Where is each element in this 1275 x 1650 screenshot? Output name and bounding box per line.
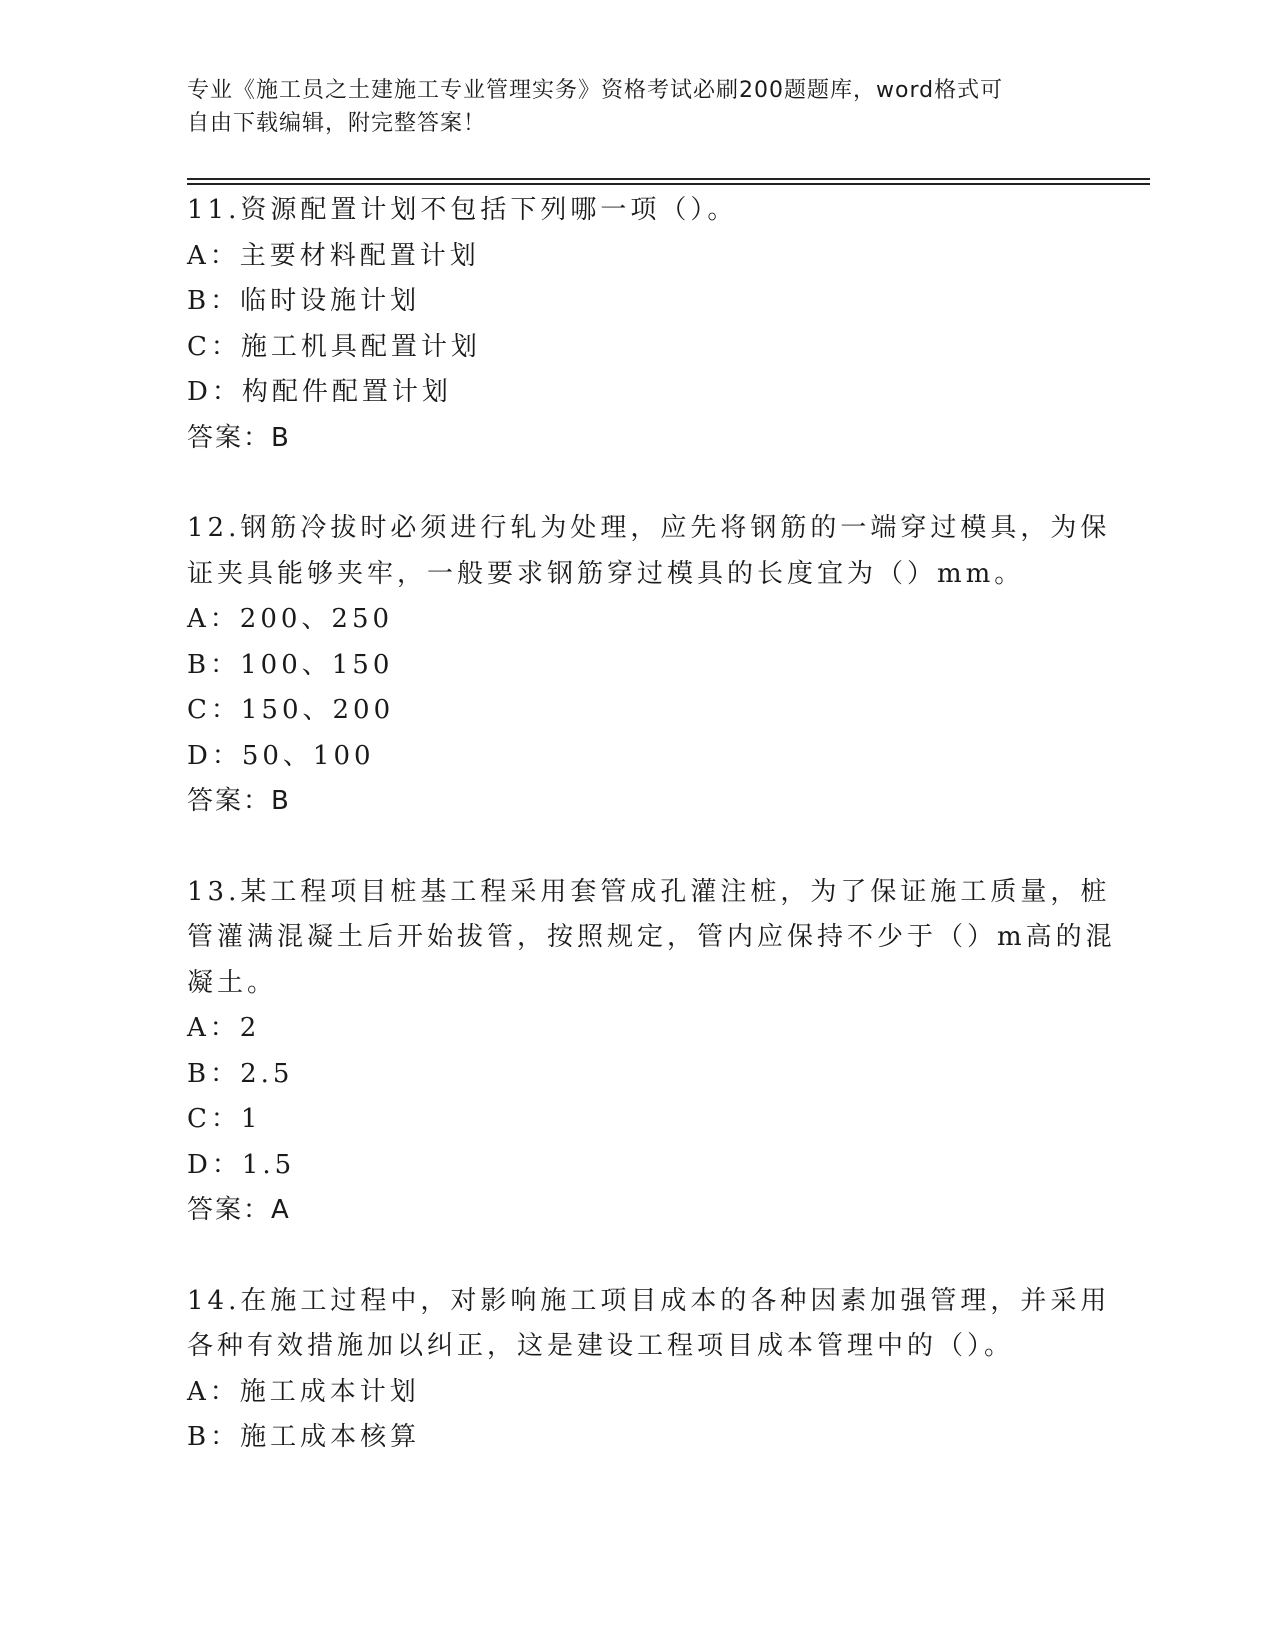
document-header	[187, 74, 1087, 140]
header-divider-top	[187, 178, 1150, 180]
question-11	[187, 188, 1087, 461]
option-b: B：施工成本核算	[187, 1422, 421, 1452]
option-a: A：200、250	[187, 604, 394, 634]
header-line-2: 自由下载编辑，附完整答案！	[187, 111, 487, 136]
answer: 答案：A	[187, 1195, 291, 1225]
option-a: A：主要材料配置计划	[187, 240, 480, 271]
option-c: C：施工机具配置计划	[187, 331, 481, 362]
answer: 答案：B	[187, 422, 291, 453]
question-text: 14.在施工过程中，对影响施工项目成本的各种因素加强管理，并采用	[187, 1285, 1111, 1316]
question-text: 11.资源配置计划不包括下列哪一项（）。	[187, 195, 738, 225]
question-list	[187, 188, 1116, 1461]
question-text: 12.钢筋冷拔时必须进行轧为处理，应先将钢筋的一端穿过模具，为保	[187, 513, 1111, 543]
answer: 答案：B	[187, 786, 291, 816]
option-a: A：2	[187, 1013, 261, 1043]
option-b: B：2.5	[187, 1058, 294, 1089]
question-14	[187, 1279, 1111, 1461]
question-text: 凝土。	[187, 967, 278, 998]
option-d: D：构配件配置计划	[187, 377, 452, 407]
option-a: A：施工成本计划	[187, 1376, 420, 1407]
question-12	[187, 506, 1111, 825]
question-text: 证夹具能够夹牢，一般要求钢筋穿过模具的长度宜为（）mm。	[187, 558, 1025, 589]
option-c: C：150、200	[187, 695, 395, 725]
question-13	[187, 870, 1116, 1234]
option-d: D：1.5	[187, 1149, 296, 1180]
option-b: B：临时设施计划	[187, 286, 421, 316]
option-c: C：1	[187, 1104, 262, 1134]
question-text: 各种有效措施加以纠正，这是建设工程项目成本管理中的（）。	[187, 1331, 1015, 1361]
option-b: B：100、150	[187, 649, 394, 680]
header-line-1: 专业《施工员之土建施工专业管理实务》资格考试必刷200题题库，word格式可	[187, 78, 1004, 103]
question-text: 13.某工程项目桩基工程采用套管成孔灌注桩，为了保证施工质量，桩	[187, 876, 1111, 907]
question-text: 管灌满混凝土后开始拔管，按照规定，管内应保持不少于（）m高的混	[187, 922, 1116, 952]
option-d: D：50、100	[187, 740, 375, 771]
header-divider-bottom	[187, 183, 1150, 185]
